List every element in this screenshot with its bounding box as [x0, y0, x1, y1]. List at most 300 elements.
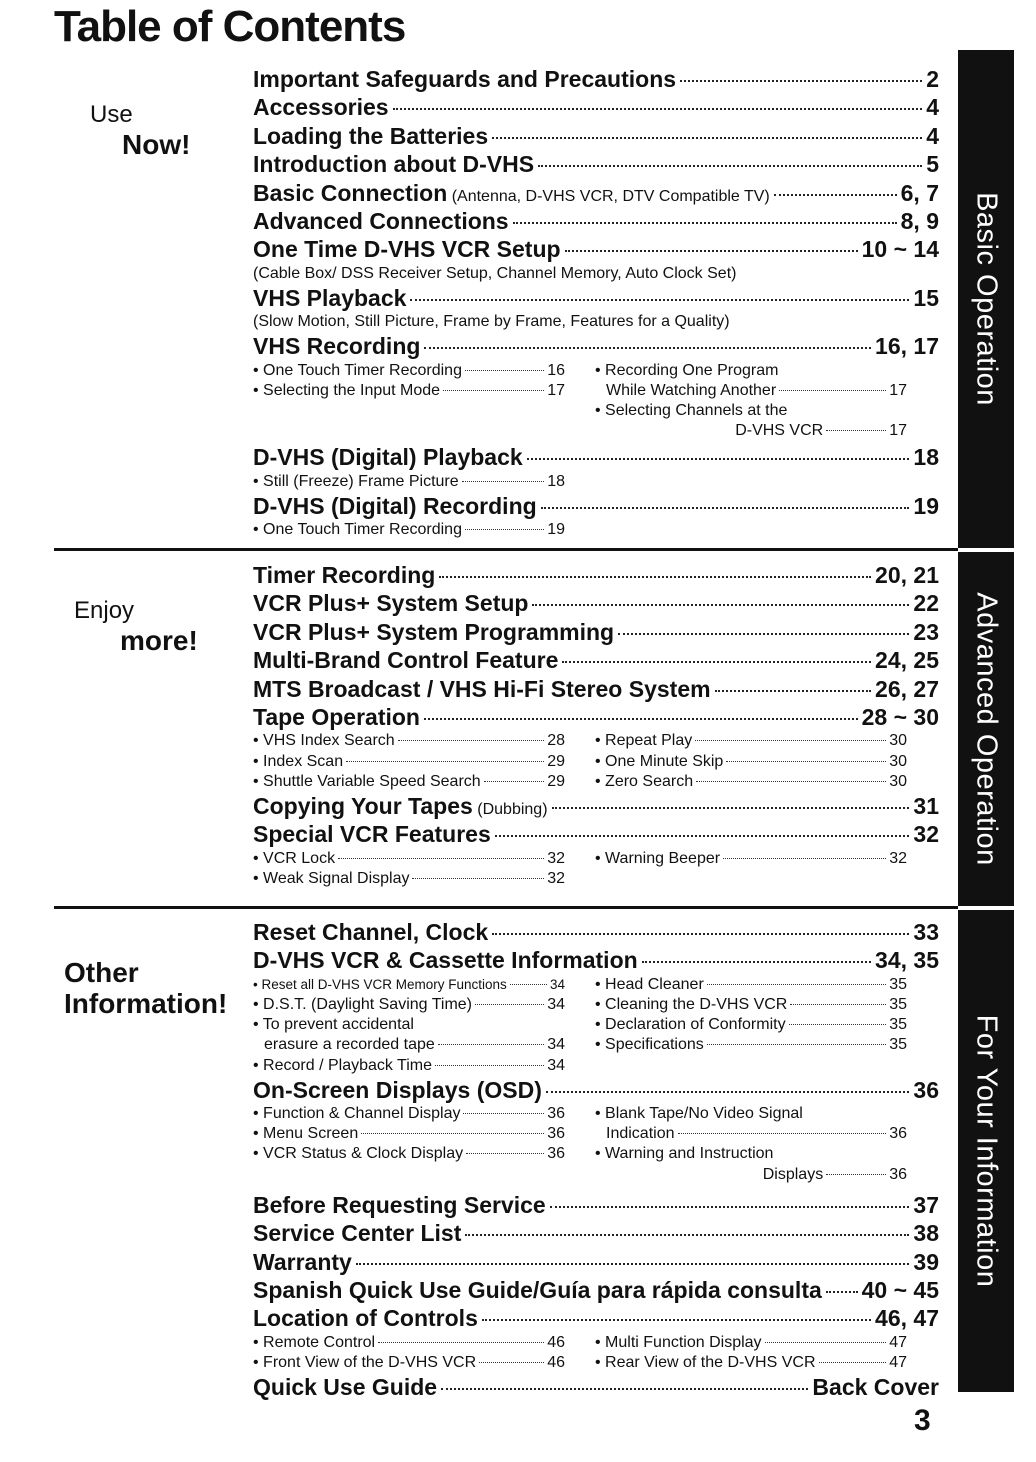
toc-entry-title	[253, 1191, 546, 1219]
subtopic-page: 28	[547, 732, 565, 750]
dot-leader	[465, 1234, 909, 1236]
dot-leader	[346, 761, 544, 762]
subtopic-text: • Index Scan	[253, 752, 344, 770]
toc-entry-page: Back Cover	[812, 1374, 939, 1401]
dot-leader	[723, 858, 886, 859]
toc-entry-page: 32	[913, 821, 939, 848]
tab-basic-operation	[958, 50, 1014, 548]
dot-leader	[356, 1263, 910, 1265]
toc-entry-page: 20, 21	[875, 562, 939, 588]
toc-entry-title-text: Quick Use Guide	[253, 1374, 438, 1401]
dot-leader	[678, 1133, 887, 1134]
dot-leader	[462, 481, 545, 482]
dot-leader	[479, 1362, 544, 1363]
subtopic-text: erasure a recorded tape	[264, 1036, 435, 1054]
dot-leader	[707, 984, 886, 985]
dot-leader	[465, 529, 544, 530]
toc-entry-title	[253, 207, 509, 235]
subtopics-left-column	[253, 1104, 595, 1185]
toc-entry[interactable]	[253, 284, 939, 312]
section-for-your-information-entries	[253, 918, 939, 1402]
tab-basic-operation-label: Basic Operation	[970, 192, 1003, 406]
subtopic-item	[253, 1056, 565, 1076]
subtopic-item	[595, 1353, 907, 1373]
toc-entry[interactable]	[253, 492, 939, 520]
subtopic-page: 35	[889, 1016, 907, 1034]
toc-entry-page: 36	[913, 1076, 939, 1103]
toc-entry[interactable]	[253, 235, 939, 263]
subtopic-page: 34	[547, 1056, 565, 1074]
dot-leader	[492, 933, 909, 935]
toc-entry-page: 24, 25	[875, 647, 939, 674]
dot-leader	[412, 878, 544, 879]
toc-entry-title-text: D-VHS (Digital) Playback	[253, 444, 523, 471]
subtopic-item	[253, 975, 565, 995]
dot-leader	[475, 1004, 544, 1005]
subtopic-item	[595, 421, 907, 441]
toc-entry[interactable]	[253, 618, 939, 646]
toc-entry-title-text: Location of Controls	[253, 1305, 478, 1332]
section-basic-operation-entries	[253, 65, 939, 540]
toc-entry[interactable]	[253, 646, 939, 674]
dot-leader	[410, 299, 909, 301]
toc-entry[interactable]	[253, 946, 939, 974]
subtopic-item	[595, 1015, 907, 1035]
section-advanced-operation-entries	[253, 561, 939, 889]
subtopic-item	[595, 995, 907, 1015]
subtopics	[253, 361, 939, 442]
toc-entry-page: 6, 7	[900, 179, 939, 206]
subtopic-item	[595, 752, 907, 772]
dot-leader	[550, 1206, 910, 1208]
subtopic-page: 32	[547, 849, 565, 867]
toc-entry-title	[253, 1219, 461, 1247]
dot-leader	[393, 108, 923, 110]
subtopics-right-column	[595, 520, 907, 540]
subtopic-item	[595, 849, 907, 869]
toc-entry[interactable]	[253, 1191, 939, 1219]
dot-leader	[439, 576, 871, 578]
subtopic-text: • Zero Search	[595, 772, 694, 790]
subtopic-page: 35	[889, 975, 907, 993]
page-number: 3	[914, 1404, 931, 1437]
subtopic-item	[253, 381, 565, 401]
tab-for-your-information	[958, 910, 1014, 1392]
subtopic-page: 36	[889, 1165, 907, 1183]
dot-leader	[826, 1174, 886, 1175]
section-label-small: Use	[90, 101, 133, 128]
toc-entry-note: (Cable Box/ DSS Receiver Setup, Channel Memory, Auto Clock Set)	[253, 264, 737, 282]
subtopics	[253, 731, 939, 792]
subtopic-page: 16	[547, 361, 565, 379]
toc-entry-title-text: MTS Broadcast / VHS Hi-Fi Stereo System	[253, 675, 711, 702]
subtopics	[253, 1104, 939, 1185]
subtopic-page: 18	[547, 472, 565, 490]
dot-leader	[532, 604, 909, 606]
subtopic-text: • Still (Freeze) Frame Picture	[253, 472, 459, 490]
subtopic-page: 46	[547, 1354, 565, 1371]
dot-leader	[695, 740, 886, 741]
toc-entry-title-text: Loading the Batteries	[253, 122, 489, 149]
subtopic-item	[253, 1035, 565, 1055]
subtopic-page: 34	[547, 995, 565, 1013]
subtopics-right-column	[595, 975, 907, 1076]
toc-entry-title-text: Basic Connection	[253, 179, 448, 206]
dot-leader	[495, 835, 910, 837]
subtopic-page: 47	[889, 1333, 907, 1351]
toc-entry-page: 4	[926, 122, 939, 149]
subtopic-page: 19	[547, 521, 565, 539]
toc-entry-page: 19	[913, 492, 939, 519]
subtopic-item	[253, 772, 565, 792]
subtopic-text: • Shuttle Variable Speed Search	[253, 772, 481, 790]
toc-entry[interactable]	[253, 792, 939, 820]
toc-entry[interactable]	[253, 1373, 939, 1401]
toc-entry-title	[253, 703, 420, 731]
subtopic-item	[595, 1333, 907, 1353]
toc-entry-title	[253, 150, 534, 178]
subtopic-item	[253, 995, 565, 1015]
dot-leader	[546, 1091, 910, 1093]
toc-entry-title	[253, 93, 389, 121]
toc-entry[interactable]	[253, 675, 939, 703]
toc-entry[interactable]	[253, 1248, 939, 1276]
subtopic-text: • Recording One Program	[595, 361, 779, 379]
subtopic-text: • Cleaning the D-VHS VCR	[595, 995, 788, 1013]
subtopics	[253, 849, 939, 889]
subtopic-text: • Menu Screen	[253, 1125, 359, 1143]
subtopic-text: • Weak Signal Display	[253, 869, 410, 887]
toc-entry-page: 4	[926, 94, 939, 121]
toc-entry[interactable]	[253, 589, 939, 617]
subtopic-item	[253, 472, 565, 492]
dot-leader	[438, 1044, 544, 1045]
dot-leader	[618, 633, 909, 635]
subtopic-text: • D.S.T. (Daylight Saving Time)	[253, 995, 472, 1013]
toc-entry-title	[253, 65, 676, 93]
dot-leader	[774, 194, 897, 196]
toc-entry-title	[253, 1304, 478, 1332]
dot-leader	[482, 1319, 871, 1321]
section-label-other-information	[64, 958, 234, 1020]
subtopic-text: • One Touch Timer Recording	[253, 361, 462, 379]
subtopic-text: • Specifications	[595, 1036, 704, 1054]
toc-entry-page: 40 ~ 45	[861, 1277, 939, 1304]
subtopic-page: 30	[889, 772, 907, 790]
subtopic-item	[253, 731, 565, 751]
dot-leader	[424, 718, 858, 720]
dot-leader	[441, 1388, 808, 1390]
subtopic-text: • Reset all D-VHS VCR Memory Functions	[253, 976, 507, 992]
subtopic-text: Displays	[762, 1165, 824, 1183]
tab-advanced-operation	[958, 552, 1014, 906]
subtopics-left-column	[253, 731, 595, 792]
subtopic-text: • Function & Channel Display	[253, 1105, 461, 1123]
tab-advanced-operation-label: Advanced Operation	[970, 592, 1003, 866]
toc-entry[interactable]	[253, 93, 939, 121]
toc-entry[interactable]	[253, 703, 939, 731]
subtopics	[253, 520, 939, 540]
dot-leader	[680, 80, 922, 82]
section-label-big: Now!	[122, 129, 191, 161]
dot-leader	[779, 390, 886, 391]
dot-leader	[424, 347, 871, 349]
subtopic-page: 30	[889, 732, 907, 750]
toc-entry-page: 37	[913, 1191, 939, 1218]
toc-entry-title	[253, 946, 638, 974]
toc-entry[interactable]	[253, 179, 939, 207]
subtopic-text: • Head Cleaner	[595, 975, 704, 993]
toc-entry-page: 5	[926, 151, 939, 178]
dot-leader	[565, 250, 858, 252]
dot-leader	[463, 1113, 544, 1114]
toc-entry-title	[253, 1373, 437, 1401]
toc-entry-title	[253, 284, 406, 312]
toc-entry[interactable]	[253, 1276, 939, 1304]
toc-entry-title-text: On-Screen Displays (OSD)	[253, 1076, 542, 1103]
toc-entry[interactable]	[253, 443, 939, 471]
toc-entry[interactable]	[253, 1304, 939, 1332]
subtopics	[253, 975, 939, 1076]
subtopic-item	[595, 361, 907, 381]
subtopic-page: 35	[889, 1036, 907, 1054]
subtopic-text: • One Touch Timer Recording	[253, 521, 462, 539]
toc-entry-page: 39	[913, 1248, 939, 1275]
subtopic-item	[595, 975, 907, 995]
subtopic-page: 36	[547, 1145, 565, 1163]
toc-entry-page: 38	[913, 1220, 939, 1247]
toc-entry-title	[253, 618, 614, 646]
toc-entry[interactable]	[253, 1076, 939, 1104]
subtopics-right-column	[595, 731, 907, 792]
subtopic-text: • To prevent accidental	[253, 1016, 414, 1034]
subtopic-text: • Selecting Channels at the	[595, 401, 788, 419]
subtopic-page: 36	[889, 1125, 907, 1143]
toc-entry-page: 16, 17	[875, 333, 939, 360]
dot-leader	[361, 1133, 544, 1134]
toc-entry-page: 26, 27	[875, 675, 939, 702]
dot-leader	[513, 222, 897, 224]
dot-leader	[338, 858, 544, 859]
toc-entry-page: 10 ~ 14	[861, 236, 939, 263]
subtopic-text: Indication	[606, 1125, 675, 1143]
toc-entry-title-text: VCR Plus+ System Setup	[253, 590, 529, 617]
section-divider	[54, 906, 958, 909]
toc-entry-title-text: VHS Recording	[253, 333, 421, 360]
dot-leader	[562, 661, 871, 663]
toc-entry-title-text: Before Requesting Service	[253, 1191, 546, 1218]
toc-entry-title-text: Special VCR Features	[253, 821, 491, 848]
toc-entry[interactable]	[253, 150, 939, 178]
subtopic-page: 46	[547, 1333, 565, 1351]
dot-leader	[552, 807, 910, 809]
toc-entry-title	[253, 918, 488, 946]
dot-leader	[466, 1153, 544, 1154]
subtopic-page: 17	[889, 422, 907, 440]
subtopic-item	[253, 361, 565, 381]
toc-entry[interactable]	[253, 1219, 939, 1247]
subtopic-item	[253, 1353, 565, 1373]
subtopic-text: • Blank Tape/No Video Signal	[595, 1105, 803, 1123]
toc-entry-page: 15	[913, 284, 939, 311]
toc-entry-title-text: Copying Your Tapes	[253, 792, 473, 819]
toc-entry-title	[253, 1248, 352, 1276]
subtopic-text: • VHS Index Search	[253, 732, 395, 750]
toc-entry-title	[253, 332, 420, 360]
toc-entry-title	[253, 589, 528, 617]
subtopic-page: 36	[547, 1105, 565, 1123]
subtopic-item	[595, 1165, 907, 1185]
toc-entry-title-text: VCR Plus+ System Programming	[253, 618, 615, 645]
dot-leader	[826, 430, 886, 431]
dot-leader	[765, 1342, 887, 1343]
subtopic-item	[253, 1015, 565, 1035]
dot-leader	[435, 1065, 544, 1066]
subtopic-item	[595, 731, 907, 751]
subtopic-text: • VCR Lock	[253, 849, 336, 867]
dot-leader	[492, 137, 922, 139]
subtopic-item	[595, 381, 907, 401]
subtopics-right-column	[595, 1333, 907, 1373]
subtopic-text: • Declaration of Conformity	[595, 1016, 786, 1034]
toc-entry-title	[253, 492, 537, 520]
subtopics	[253, 472, 939, 492]
section-label-big: Other Information!	[64, 957, 228, 1019]
subtopic-item	[253, 1333, 565, 1353]
toc-entry-subtitle: (Dubbing)	[472, 800, 548, 818]
dot-leader	[715, 690, 871, 692]
dot-leader	[443, 390, 544, 391]
toc-entry-page: 33	[913, 919, 939, 945]
dot-leader	[789, 1024, 887, 1025]
subtopic-text: While Watching Another	[606, 381, 777, 399]
dot-leader	[465, 370, 544, 371]
toc-entry-title	[253, 820, 491, 848]
subtopic-item	[595, 1144, 907, 1164]
subtopic-page: 34	[549, 976, 565, 992]
subtopic-page: 35	[889, 995, 907, 1013]
toc-entry[interactable]	[253, 561, 939, 589]
subtopic-text: D-VHS VCR	[735, 422, 824, 440]
subtopic-item	[595, 401, 907, 421]
toc-entry-title-text: Accessories	[253, 94, 389, 121]
subtopic-item	[253, 752, 565, 772]
toc-entry[interactable]	[253, 820, 939, 848]
subtopic-page: 29	[547, 752, 565, 770]
subtopic-page: 34	[547, 1036, 565, 1054]
subtopic-page: 17	[889, 381, 907, 399]
toc-entry[interactable]	[253, 332, 939, 360]
subtopic-item	[253, 849, 565, 869]
toc-entry-page: 8, 9	[900, 207, 939, 234]
subtopic-text: • Front View of the D-VHS VCR	[253, 1354, 477, 1371]
section-label-small: Enjoy	[74, 597, 135, 624]
toc-entry-title-text: D-VHS VCR & Cassette Information	[253, 947, 638, 974]
tab-for-your-information-label: For Your Information	[970, 1014, 1003, 1288]
subtopic-item	[253, 520, 565, 540]
toc-entry[interactable]	[253, 207, 939, 235]
subtopics-left-column	[253, 975, 595, 1076]
dot-leader	[642, 961, 871, 963]
toc-entry-page: 31	[913, 792, 939, 819]
subtopic-page: 36	[547, 1125, 565, 1143]
toc-entry-page: 46, 47	[875, 1305, 939, 1332]
subtopic-page: 32	[889, 849, 907, 867]
subtopics-right-column	[595, 472, 907, 492]
subtopics-left-column	[253, 849, 595, 889]
toc-entry-title	[253, 122, 488, 150]
subtopics-right-column	[595, 361, 907, 442]
subtopics-left-column	[253, 1333, 595, 1373]
dot-leader	[707, 1044, 886, 1045]
subtopic-page: 30	[889, 752, 907, 770]
dot-leader	[696, 781, 886, 782]
subtopic-text: • Repeat Play	[595, 732, 693, 750]
subtopic-text: • Warning and Instruction	[595, 1145, 774, 1163]
subtopic-text: • Remote Control	[253, 1333, 376, 1351]
toc-entry-page: 22	[913, 590, 939, 617]
toc-entry-page: 28 ~ 30	[861, 703, 939, 730]
dot-leader	[726, 761, 886, 762]
toc-entry-title	[253, 1076, 542, 1104]
toc-entry-title-text: Warranty	[253, 1248, 352, 1275]
section-label-big: more!	[120, 625, 198, 657]
section-label-enjoy-more	[74, 598, 198, 657]
toc-entry-title	[253, 675, 711, 703]
subtopics-right-column	[595, 1104, 907, 1185]
subtopic-page: 47	[889, 1354, 907, 1371]
toc-entry-title-text: Timer Recording	[253, 562, 436, 588]
toc-entry-title	[253, 561, 435, 589]
toc-entry-page: 18	[913, 444, 939, 471]
dot-leader	[819, 1362, 887, 1363]
toc-entry[interactable]	[253, 65, 939, 93]
toc-entry-note: (Slow Motion, Still Picture, Frame by Frame, Features for a Quality)	[253, 313, 730, 331]
toc-entry-page: 2	[926, 66, 939, 92]
subtopic-text: • Record / Playback Time	[253, 1056, 432, 1074]
toc-entry-page: 34, 35	[875, 947, 939, 974]
dot-leader	[541, 507, 910, 509]
toc-entry[interactable]	[253, 122, 939, 150]
toc-entry-page: 23	[913, 618, 939, 645]
dot-leader	[826, 1291, 858, 1293]
toc-entry-title	[253, 646, 558, 674]
subtopic-text: • Multi Function Display	[595, 1333, 762, 1351]
toc-entry-title-text: Service Center List	[253, 1220, 462, 1247]
toc-entry-title-text: Spanish Quick Use Guide/Guía para rápida consulta	[253, 1277, 822, 1304]
subtopic-item	[595, 1035, 907, 1055]
subtopic-item	[595, 772, 907, 792]
toc-entry-title-text: Multi-Brand Control Feature	[253, 647, 559, 674]
subtopic-text: • Selecting the Input Mode	[253, 381, 441, 399]
section-label-use-now	[90, 102, 190, 161]
toc-entry-title-text: Reset Channel, Clock	[253, 919, 489, 945]
subtopics-right-column	[595, 849, 907, 889]
subtopics-left-column	[253, 520, 595, 540]
toc-entry-title-text: Tape Operation	[253, 703, 420, 730]
toc-entry[interactable]	[253, 918, 939, 946]
dot-leader	[484, 781, 545, 782]
subtopic-page: 32	[547, 869, 565, 887]
subtopic-item	[253, 869, 565, 889]
toc-entry-title-text: Advanced Connections	[253, 207, 509, 234]
dot-leader	[538, 165, 922, 167]
subtopic-item	[253, 1144, 565, 1164]
dot-leader	[510, 984, 547, 985]
toc-entry-title-text: One Time D-VHS VCR Setup	[253, 236, 561, 263]
toc-entry-title-text: Important Safeguards and Precautions	[253, 66, 677, 92]
page-title: Table of Contents	[54, 2, 406, 51]
